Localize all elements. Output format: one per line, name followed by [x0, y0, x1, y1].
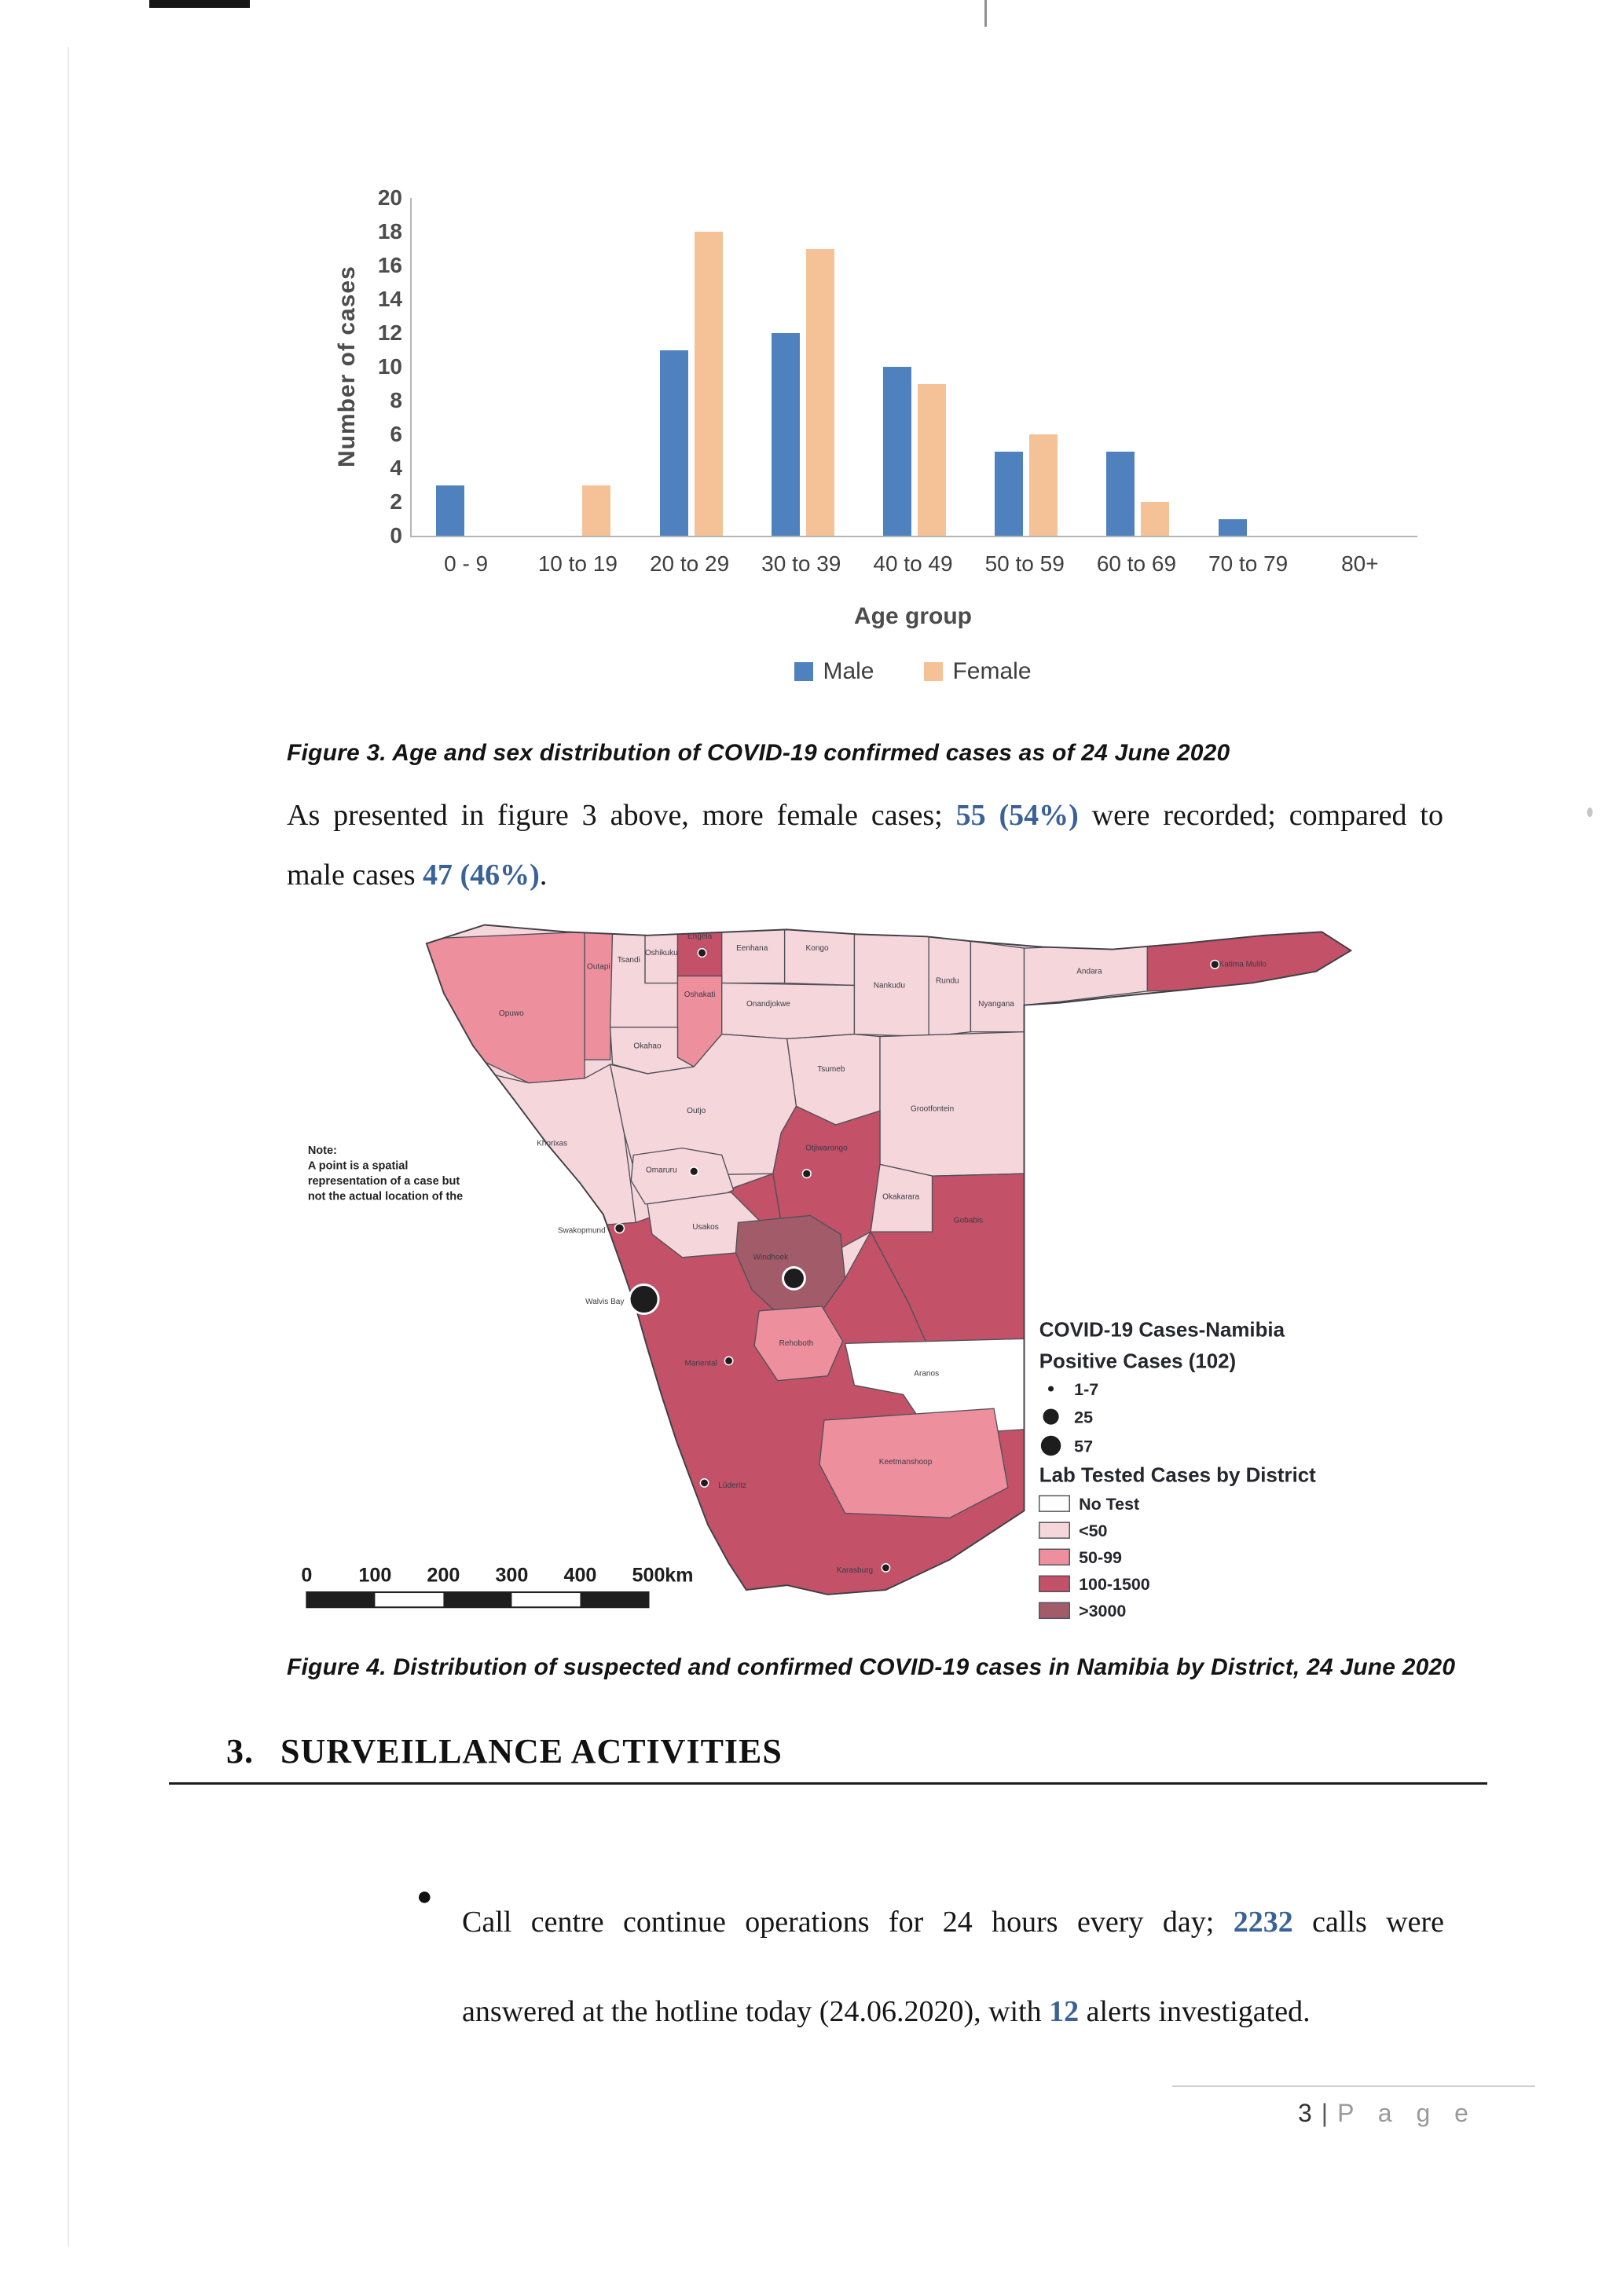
svg-text:Keetmanshoop: Keetmanshoop [878, 1458, 933, 1467]
scan-artifact-left-edge [68, 47, 69, 2247]
bar-group [523, 198, 635, 536]
svg-text:50-99: 50-99 [1079, 1548, 1122, 1567]
svg-text:1-7: 1-7 [1074, 1380, 1099, 1400]
text-run: calls were [1292, 1906, 1445, 1939]
svg-text:Okahao: Okahao [633, 1042, 662, 1051]
stat-value: 47 (46%) [423, 859, 540, 892]
female-bar [806, 249, 834, 536]
case-dot-walvisbay [629, 1285, 658, 1314]
svg-text:25: 25 [1074, 1408, 1094, 1427]
svg-text:Nankudu: Nankudu [873, 981, 905, 991]
bar-group [1082, 198, 1193, 536]
svg-text:Outjo: Outjo [687, 1107, 706, 1116]
section-number: 3. [226, 1732, 254, 1771]
chart-x-axis-title: Age group [854, 603, 972, 629]
case-dot-luderitz [700, 1479, 708, 1487]
svg-text:<50: <50 [1079, 1521, 1108, 1540]
svg-text:not the actual location of the: not the actual location of the [307, 1190, 464, 1203]
svg-text:Okakarara: Okakarara [882, 1192, 920, 1202]
male-bar [772, 333, 800, 536]
bar-group [1194, 198, 1306, 536]
scan-artifact-speck [1587, 807, 1593, 817]
male-bar [1219, 519, 1247, 536]
svg-text:100: 100 [358, 1564, 392, 1587]
footer-word: P a g e [1337, 2099, 1477, 2127]
svg-text:Oshikuku: Oshikuku [644, 948, 678, 958]
legend-label: Female [952, 658, 1032, 684]
paragraph-line [287, 785, 1443, 845]
district-eenhana [722, 927, 785, 983]
svg-text:Windhoek: Windhoek [753, 1253, 789, 1262]
svg-text:Engela: Engela [687, 932, 713, 942]
scan-artifact-top-scratch [984, 0, 987, 27]
y-tick-label: 0 [390, 523, 402, 547]
section-rule [169, 1782, 1487, 1785]
male-bar [436, 485, 464, 536]
svg-text:Lab Tested Cases by District: Lab Tested Cases by District [1039, 1464, 1316, 1487]
district-opuwo [424, 932, 585, 1082]
bar-group [635, 198, 746, 536]
section-heading [226, 1731, 783, 1771]
scan-artifact-top-strip [149, 0, 250, 8]
text-run: were recorded; compared to [1078, 799, 1443, 832]
svg-text:400: 400 [563, 1564, 597, 1587]
x-category-label: 60 to 69 [1096, 551, 1177, 576]
figure4-caption: Figure 4. Distribution of suspected and confirmed COVID-19 cases in Namibia by District, 24 June 2020 [287, 1654, 1456, 1680]
footer-rule [1172, 2085, 1535, 2087]
chart-x-axis-labels [410, 551, 1416, 577]
y-tick-label: 10 [377, 354, 402, 379]
svg-text:No Test: No Test [1079, 1494, 1140, 1514]
svg-text:Nyangana: Nyangana [978, 1000, 1014, 1009]
y-tick-label: 2 [390, 489, 402, 514]
bar-group [859, 198, 970, 536]
svg-text:Grootfontein: Grootfontein [910, 1104, 955, 1114]
map-scale-bar [301, 1565, 693, 1608]
stat-value: 12 [1049, 1995, 1080, 2028]
district-onandjokwe [722, 983, 855, 1038]
svg-text:Tsumeb: Tsumeb [817, 1064, 845, 1074]
figure4-namibia-map [299, 883, 1461, 1635]
case-dot-engela [698, 949, 706, 958]
text-run: male cases [287, 859, 423, 892]
text-run: . [539, 859, 548, 892]
case-dot-swakopmund [615, 1224, 625, 1233]
x-category-label: 0 - 9 [444, 551, 489, 576]
svg-text:km: km [665, 1564, 694, 1587]
bullet-line [462, 1967, 1444, 2056]
svg-text:Note:: Note: [307, 1144, 337, 1158]
svg-text:Oshakati: Oshakati [684, 991, 716, 1000]
district-rundu [929, 936, 970, 1036]
x-category-label: 40 to 49 [873, 551, 953, 576]
bullet-icon: ● [416, 1882, 433, 1911]
svg-text:COVID-19 Cases-Namibia: COVID-19 Cases-Namibia [1039, 1319, 1285, 1342]
svg-text:100-1500: 100-1500 [1079, 1575, 1150, 1595]
district-outapi [585, 932, 613, 1060]
male-bar [883, 367, 911, 536]
map-legend [1039, 1319, 1316, 1620]
legend-swatch [794, 662, 813, 681]
page-number: 3 [1298, 2099, 1312, 2127]
text-run: answered at the hotline today (24.06.2020), with [462, 1995, 1050, 2028]
bar-group [1306, 198, 1417, 536]
y-tick-label: 14 [377, 287, 402, 311]
map-districts [424, 925, 1351, 1594]
svg-text:Kongo: Kongo [805, 944, 829, 954]
svg-text:representation of a case but: representation of a case but [307, 1175, 460, 1188]
svg-text:Otjiwarongo: Otjiwarongo [805, 1144, 848, 1153]
x-category-label: 50 to 59 [984, 551, 1065, 576]
y-tick-label: 20 [377, 185, 402, 210]
svg-text:>3000: >3000 [1079, 1602, 1127, 1621]
chart-y-axis-title: Number of cases [334, 265, 360, 468]
y-tick-label: 12 [377, 320, 402, 345]
bar-group [970, 198, 1082, 536]
y-tick-label: 6 [390, 422, 402, 446]
female-bar [1029, 434, 1058, 536]
stat-value: 55 (54%) [955, 799, 1079, 832]
chart-legend [410, 658, 1416, 685]
svg-text:Opuwo: Opuwo [498, 1009, 524, 1018]
svg-text:Karasburg: Karasburg [836, 1565, 874, 1575]
svg-text:Khorixas: Khorixas [537, 1139, 568, 1148]
x-category-label: 20 to 29 [649, 551, 730, 576]
svg-text:Gobabis: Gobabis [953, 1216, 984, 1225]
svg-text:Tsandi: Tsandi [617, 955, 640, 965]
svg-text:Katima Mulilo: Katima Mulilo [1219, 960, 1267, 969]
chart-y-axis-ticks [365, 185, 410, 547]
svg-text:57: 57 [1074, 1437, 1094, 1456]
page-footer [1298, 2099, 1477, 2128]
district-kongo [785, 929, 855, 985]
svg-text:300: 300 [495, 1564, 529, 1587]
text-run: Call centre continue operations for 24 hours every day; [462, 1906, 1234, 1939]
svg-text:500: 500 [632, 1564, 665, 1587]
case-dot-karasburg [882, 1564, 889, 1572]
case-dot-windhoek [783, 1267, 805, 1289]
male-bar [660, 350, 688, 536]
svg-text:Rehoboth: Rehoboth [779, 1339, 814, 1349]
figure3-caption: Figure 3. Age and sex distribution of COVID-19 confirmed cases as of 24 June 2020 [287, 740, 1230, 766]
svg-text:0: 0 [301, 1564, 313, 1587]
svg-text:Lüderitz: Lüderitz [718, 1481, 747, 1490]
x-category-label: 10 to 19 [537, 551, 618, 576]
bullet-text [462, 1877, 1444, 2056]
map-note [308, 1144, 463, 1203]
svg-text:Rundu: Rundu [936, 976, 959, 986]
x-category-label: 70 to 79 [1208, 551, 1289, 576]
case-dot-mariental [724, 1357, 732, 1364]
svg-text:Walvis Bay: Walvis Bay [585, 1297, 625, 1306]
text-run: alerts investigated. [1079, 1995, 1311, 2028]
female-bar [582, 485, 610, 536]
svg-text:Aranos: Aranos [914, 1369, 940, 1379]
bar-group [747, 198, 859, 536]
y-tick-label: 18 [377, 219, 402, 244]
svg-text:Eenhana: Eenhana [736, 944, 768, 954]
svg-text:Onandjokwe: Onandjokwe [746, 1000, 790, 1009]
svg-text:Andara: Andara [1076, 967, 1102, 976]
legend-item-male [794, 658, 874, 685]
figure3-bar-chart [330, 185, 1446, 685]
bullet-item [416, 1877, 1450, 2056]
svg-text:Usakos: Usakos [692, 1223, 719, 1232]
stat-value: 2232 [1233, 1906, 1293, 1939]
x-category-label: 80+ [1341, 551, 1379, 576]
svg-text:Swakopmund: Swakopmund [557, 1226, 606, 1236]
y-tick-label: 8 [390, 388, 402, 412]
namibia-map-svg [299, 883, 1461, 1633]
y-tick-label: 16 [377, 253, 402, 277]
legend-label: Male [823, 658, 874, 684]
svg-text:Omaruru: Omaruru [645, 1166, 677, 1175]
footer-separator: | [1321, 2099, 1329, 2127]
chart-plot-area [410, 198, 1417, 537]
male-bar [1106, 452, 1135, 536]
case-dot-otjiwarongo [802, 1170, 811, 1178]
svg-text:A point is a spatial: A point is a spatial [307, 1159, 409, 1173]
case-dot-katima [1211, 960, 1219, 969]
section-title: SURVEILLANCE ACTIVITIES [280, 1732, 783, 1771]
bar-group [412, 198, 523, 536]
y-tick-label: 4 [390, 456, 402, 480]
male-bar [995, 452, 1023, 536]
bullet-line [462, 1877, 1444, 1967]
svg-text:Outapi: Outapi [587, 962, 610, 972]
svg-text:200: 200 [427, 1564, 460, 1587]
district-nyangana [970, 941, 1024, 1031]
x-category-label: 30 to 39 [761, 551, 841, 576]
svg-text:Mariental: Mariental [684, 1359, 717, 1368]
svg-text:Positive Cases (102): Positive Cases (102) [1039, 1350, 1237, 1373]
legend-swatch [924, 662, 943, 681]
female-bar [918, 384, 946, 536]
female-bar [695, 232, 723, 536]
female-bar [1141, 502, 1169, 536]
case-dot-omaruru [690, 1167, 698, 1176]
text-run: As presented in figure 3 above, more female cases; [287, 799, 956, 832]
legend-item-female [924, 658, 1031, 685]
